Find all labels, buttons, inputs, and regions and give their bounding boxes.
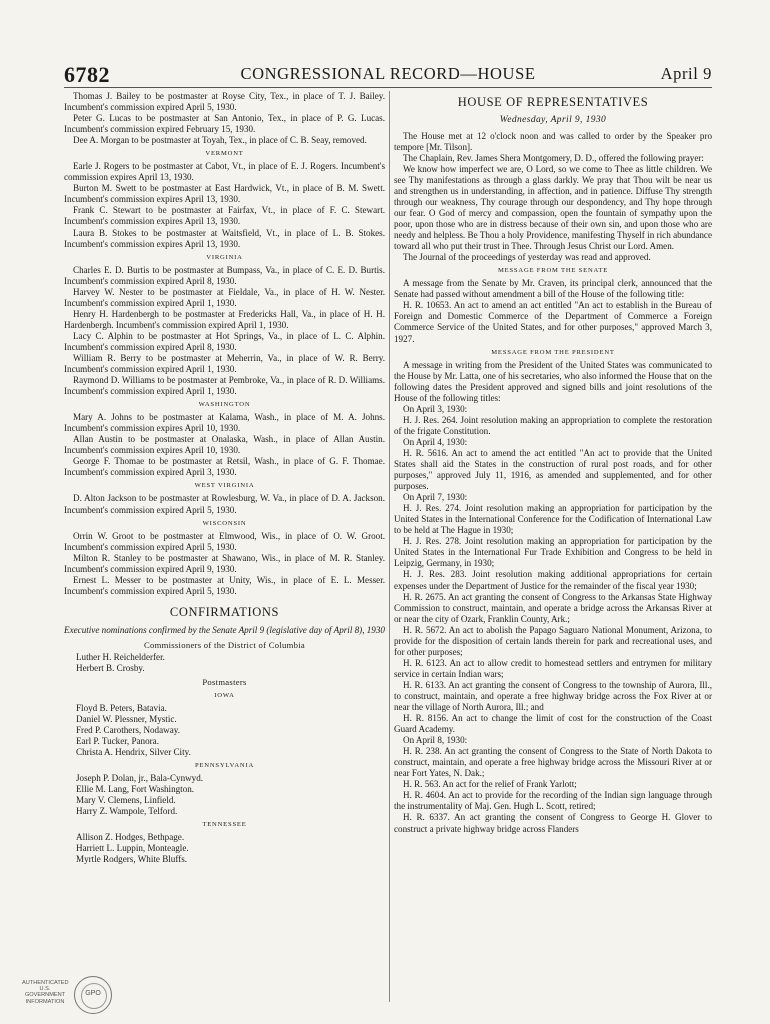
state-heading-wisconsin: WISCONSIN bbox=[202, 519, 247, 527]
state-heading-vermont: VERMONT bbox=[205, 150, 244, 158]
confirmed-name: Harry Z. Wampole, Telford. bbox=[76, 806, 178, 817]
confirmed-name: Allison Z. Hodges, Bethpage. bbox=[76, 832, 185, 843]
category-heading-postmasters: Postmasters bbox=[202, 677, 247, 688]
running-title: CONGRESSIONAL RECORD—HOUSE bbox=[240, 64, 536, 83]
bill-entry: H. R. 238. An act granting the consent of Congress to the State of North Dakota to construct, maintain, and operate a free highway bridge across the Missouri River at or near Fort Yates, N. Dak.; bbox=[394, 746, 712, 779]
nomination-paragraph: Laura B. Stokes to be postmaster at Waitsfield, Vt., in place of L. B. Stokes. Incumbent's commission expires April 13, 1930. bbox=[64, 227, 385, 249]
bill-entry: H. R. 5672. An act to abolish the Papago Saguaro National Monument, Arizona, to provide for the disposition of certain lands therein for park and recreational uses, and for other purposes; bbox=[394, 624, 712, 657]
nomination-paragraph: George F. Thomae to be postmaster at Retsil, Wash., in place of G. F. Thomae. Incumbent's commission expired April 3, 1930. bbox=[64, 456, 385, 478]
nomination-paragraph: Burton M. Swett to be postmaster at East Hardwick, Vt., in place of B. M. Swett. Incumbent's commission expires April 13, 1930. bbox=[64, 183, 385, 205]
bill-entry: H. R. 8156. An act to change the limit of cost for the construction of the Coast Guard Academy. bbox=[394, 713, 712, 735]
seal-caption: AUTHENTICATED U.S. GOVERNMENT INFORMATION bbox=[22, 980, 69, 1005]
confirmed-name: Myrtle Rodgers, White Bluffs. bbox=[76, 854, 188, 865]
prayer-paragraph: We know how imperfect we are, O Lord, so we come to Thee as little children. We see Thy manifestations as through a glass darkly. We pray that Thou wilt be near us and strengthen us in understanding, in affection, and in patience. Diffuse Thy strength through our weakness, Thy courage through our despondency, and Thy hope through our fear. O God of mercy and compassion, open the fountain of sympathy upon the poor, upon those who are in distress because of their own sin, and upon those who are needy and helpless. Be Thou a holy Providence, manifesting Thyself in rich abundance toward all who put their trust in Thee. Through Jesus Christ our Lord. Amen. bbox=[394, 163, 712, 252]
bill-entry: H. R. 6337. An act granting the consent of Congress to George H. Glover to construct a private highway bridge across Flanders bbox=[394, 812, 712, 834]
state-heading-virginia: VIRGINIA bbox=[206, 253, 243, 261]
confirmations-heading: CONFIRMATIONS bbox=[169, 604, 280, 619]
confirmations-intro: Executive nominations confirmed by the Senate April 9 (legislative day of April 8), 1930 bbox=[64, 625, 385, 636]
section-heading-senate-message: MESSAGE FROM THE SENATE bbox=[497, 267, 609, 275]
nomination-paragraph: Ernest L. Messer to be postmaster at Unity, Wis., in place of E. L. Messer. Incumbent's commission expired April 5, 1930. bbox=[64, 574, 385, 596]
confirmed-name: Joseph P. Dolan, jr., Bala-Cynwyd. bbox=[76, 773, 204, 784]
proceedings-paragraph: The Chaplain, Rev. James Shera Montgomery, D. D., offered the following prayer: bbox=[403, 152, 704, 163]
nomination-paragraph: Orrin W. Groot to be postmaster at Elmwood, Wis., in place of O. W. Groot. Incumbent's commission expired April 5, 1930. bbox=[64, 530, 385, 552]
proceedings-paragraph: The Journal of the proceedings of yesterday was read and approved. bbox=[403, 252, 651, 263]
proceedings-paragraph: A message from the Senate by Mr. Craven, its principal clerk, announced that the Senate had passed without amendment a bill of the House of the following title: bbox=[394, 278, 712, 300]
nomination-paragraph: Raymond D. Williams to be postmaster at Pembroke, Va., in place of R. D. Williams. Incumbent's commission expired April 1, 1930. bbox=[64, 375, 385, 397]
page-number: 6782 bbox=[64, 62, 110, 87]
bill-entry: H. R. 6123. An act to allow credit to homestead settlers and entrymen for military service in certain Indian wars; bbox=[394, 657, 712, 679]
nomination-paragraph: Milton R. Stanley to be postmaster at Shawano, Wis., in place of M. R. Stanley. Incumbent's commission expired April 9, 1930. bbox=[64, 552, 385, 574]
nomination-paragraph: Charles E. D. Burtis to be postmaster at Bumpass, Va., in place of C. E. D. Burtis. Incumbent's commission expired April 8, 1930. bbox=[64, 264, 385, 286]
confirmed-name: Daniel W. Plessner, Mystic. bbox=[76, 713, 177, 724]
bill-entry: H. J. Res. 274. Joint resolution making an appropriation for participation by the United States in the International Conference for the Codification of International Law to be held at The Hague in 1930; bbox=[394, 503, 712, 536]
confirmed-name: Floyd B. Peters, Batavia. bbox=[76, 702, 167, 713]
house-heading: HOUSE OF REPRESENTATIVES bbox=[457, 95, 649, 109]
state-heading-washington: WASHINGTON bbox=[198, 401, 251, 409]
nomination-paragraph: Allan Austin to be postmaster at Onalaska, Wash., in place of Allan Austin. Incumbent's commission expires April 10, 1930. bbox=[64, 434, 385, 456]
nomination-paragraph: Thomas J. Bailey to be postmaster at Royse City, Tex., in place of T. J. Bailey. Incumbent's commission expired April 5, 1930. bbox=[64, 91, 385, 113]
nomination-paragraph: Henry H. Hardenbergh to be postmaster at Fredericks Hall, Va., in place of H. H. Hardenbergh. Incumbent's commission expired April 1, 1930. bbox=[64, 308, 385, 330]
seal-mark: GPO bbox=[85, 990, 101, 997]
bill-entry: H. R. 2675. An act granting the consent of Congress to the Arkansas State Highway Commission to construct, maintain, and operate a bridge across the Arkansas River at or near the city of Ozark, Franklin County, Ark.; bbox=[394, 591, 712, 624]
nomination-paragraph: Peter G. Lucas to be postmaster at San Antonio, Tex., in place of P. G. Lucas. Incumbent's commission expired February 15, 1930. bbox=[64, 113, 385, 135]
seal-emblem-icon bbox=[74, 976, 112, 1014]
bill-entry: H. J. Res. 264. Joint resolution making an appropriation to complete the restoration of the frigate Constitution. bbox=[394, 414, 712, 436]
bill-entry: H. J. Res. 283. Joint resolution making additional appropriations for certain expenses under the Department of Justice for the remainder of the fiscal year 1930; bbox=[394, 569, 712, 591]
nomination-paragraph: D. Alton Jackson to be postmaster at Rowlesburg, W. Va., in place of D. A. Jackson. Incumbent's commission expired April 5, 1930. bbox=[64, 493, 385, 515]
bill-entry: H. R. 6133. An act granting the consent of Congress to the township of Aurora, Ill., to construct, maintain, and operate a free highway bridge across the Fox River at or near the village of North Aurora, Ill.; and bbox=[394, 679, 712, 713]
page-date: April 9 bbox=[660, 64, 712, 83]
date-line: On April 3, 1930: bbox=[403, 403, 468, 414]
bill-entry: H. J. Res. 278. Joint resolution making an appropriation for participation by the United States in the International Fur Trade Exhibition and Congress to be held in Leipzig, Germany, in 1930; bbox=[394, 536, 712, 569]
bill-entry: H. R. 4604. An act to provide for the recording of the Indian sign language through the instrumentality of Maj. Gen. Hugh L. Scott, retired; bbox=[394, 790, 712, 812]
proceedings-paragraph: A message in writing from the President of the United States was communicated to the House by Mr. Latta, one of his secretaries, who also informed the House that on the following dates the President approved and signed bills and joint resolutions of the House of the following titles: bbox=[394, 359, 712, 403]
date-line: On April 8, 1930: bbox=[403, 735, 468, 746]
confirmed-name: Herbert B. Crosby. bbox=[76, 663, 145, 674]
bill-entry: H. R. 5616. An act to amend the act entitled "An act to provide that the United States shall aid the States in the construction of rural post roads, and for other purposes," approved July 11, 1916, as amended and supplemented, and for other purposes. bbox=[394, 447, 712, 492]
state-heading-tennessee: TENNESSEE bbox=[202, 821, 247, 829]
page-header bbox=[64, 64, 712, 86]
nomination-paragraph: Frank C. Stewart to be postmaster at Fairfax, Vt., in place of F. C. Stewart. Incumbent's commission expires April 13, 1930. bbox=[64, 205, 385, 227]
state-heading-west-virginia: WEST VIRGINIA bbox=[194, 482, 255, 490]
date-line: On April 7, 1930: bbox=[403, 492, 468, 503]
bill-entry: H. R. 563. An act for the relief of Frank Yarlott; bbox=[403, 779, 577, 790]
session-date: Wednesday, April 9, 1930 bbox=[499, 115, 607, 126]
confirmed-name: Earl P. Tucker, Panora. bbox=[76, 736, 159, 747]
date-line: On April 4, 1930: bbox=[403, 436, 468, 447]
category-heading-commissioners: Commissioners of the District of Columbia bbox=[143, 639, 305, 650]
nomination-paragraph: Dee A. Morgan to be postmaster at Toyah, Tex., in place of C. B. Seay, removed. bbox=[73, 135, 367, 146]
state-heading-iowa: IOWA bbox=[214, 691, 235, 699]
nomination-paragraph: Mary A. Johns to be postmaster at Kalama, Wash., in place of M. A. Johns. Incumbent's commission expires April 10, 1930. bbox=[64, 412, 385, 434]
proceedings-paragraph: The House met at 12 o'clock noon and was called to order by the Speaker pro tempore [Mr. Tilson]. bbox=[394, 130, 712, 152]
nomination-paragraph: William R. Berry to be postmaster at Meherrin, Va., in place of W. R. Berry. Incumbent's commission expired April 1, 1930. bbox=[64, 352, 385, 375]
bill-entry: H. R. 10653. An act to amend an act entitled "An act to establish in the Bureau of Foreign and Domestic Commerce of the Department of Commerce a Foreign Commerce Service of the United States, and for other purposes," approved March 3, 1927. bbox=[394, 300, 712, 344]
left-column bbox=[64, 91, 385, 966]
state-heading-pennsylvania: PENNSYLVANIA bbox=[194, 762, 255, 770]
column-divider bbox=[389, 91, 390, 1002]
confirmed-name: Christa A. Hendrix, Silver City. bbox=[76, 747, 191, 758]
right-column bbox=[394, 91, 712, 966]
gpo-authentication-seal bbox=[22, 976, 117, 1016]
nomination-paragraph: Harvey W. Nester to be postmaster at Fieldale, Va., in place of H. W. Nester. Incumbent's commission expired April 1, 1930. bbox=[64, 286, 385, 308]
section-heading-president-message: MESSAGE FROM THE PRESIDENT bbox=[491, 348, 615, 356]
nomination-paragraph: Earle J. Rogers to be postmaster at Cabot, Vt., in place of E. J. Rogers. Incumbent's commission expires April 13, 1930. bbox=[64, 161, 385, 183]
confirmed-name: Harriett L. Luppin, Monteagle. bbox=[76, 843, 189, 854]
header-rule bbox=[64, 87, 712, 88]
nomination-paragraph: Lacy C. Alphin to be postmaster at Hot Springs, Va., in place of L. C. Alphin. Incumbent's commission expired April 8, 1930. bbox=[64, 330, 385, 352]
confirmed-name: Fred P. Carothers, Nodaway. bbox=[76, 724, 180, 735]
confirmed-name: Luther H. Reichelderfer. bbox=[76, 652, 165, 663]
confirmed-name: Mary V. Clemens, Linfield. bbox=[76, 795, 176, 806]
confirmed-name: Ellie M. Lang, Fort Washington. bbox=[76, 784, 195, 795]
